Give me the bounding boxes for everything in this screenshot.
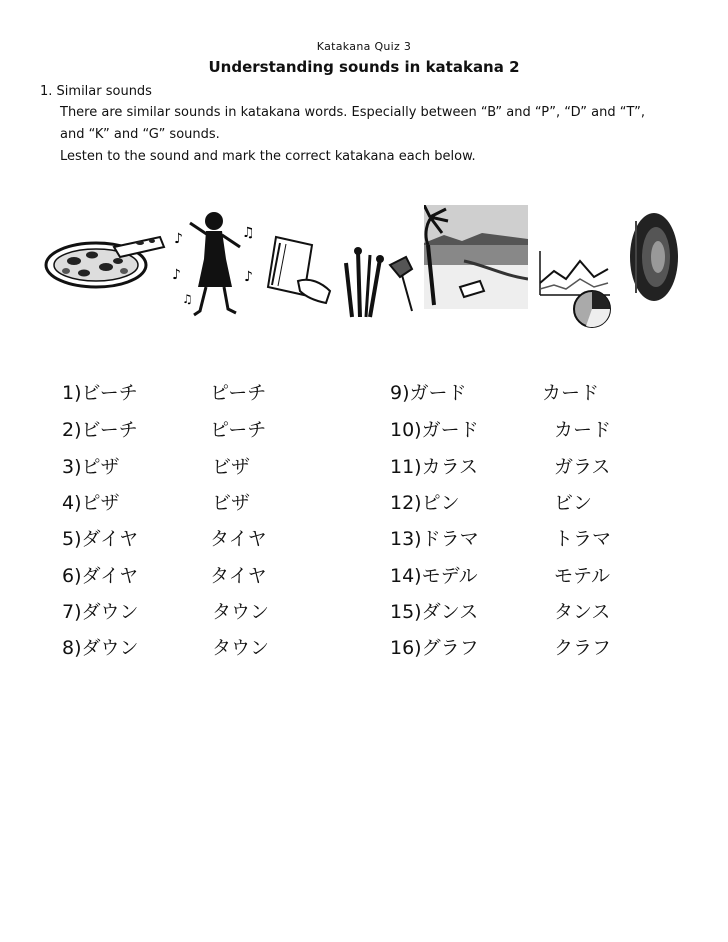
option-a[interactable]: ガード bbox=[409, 382, 467, 404]
option-a[interactable]: ダンス bbox=[421, 601, 479, 623]
option-a[interactable]: ダイヤ bbox=[81, 565, 139, 587]
question-item-option-b[interactable]: タウン bbox=[212, 601, 270, 623]
question-item-option-b[interactable]: タウン bbox=[212, 637, 270, 659]
svg-text:♪: ♪ bbox=[172, 267, 181, 283]
question-number: 14) bbox=[390, 565, 422, 587]
question-item bbox=[62, 561, 138, 588]
svg-text:♪: ♪ bbox=[174, 231, 183, 247]
question-item-option-b[interactable]: ビザ bbox=[212, 456, 251, 478]
question-item bbox=[62, 378, 138, 405]
question-number: 10) bbox=[390, 419, 422, 441]
svg-text:♫: ♫ bbox=[182, 292, 193, 306]
question-number: 1) bbox=[62, 382, 82, 404]
question-item bbox=[390, 597, 478, 624]
question-item bbox=[390, 415, 479, 442]
question-number: 7) bbox=[62, 601, 82, 623]
question-number: 6) bbox=[62, 565, 82, 587]
option-a[interactable]: モデル bbox=[421, 565, 478, 587]
question-item-option-b[interactable]: トラマ bbox=[554, 528, 612, 550]
option-a[interactable]: カラス bbox=[421, 456, 479, 478]
tire-icon bbox=[626, 209, 682, 305]
option-a[interactable]: ダウン bbox=[81, 601, 139, 623]
question-item-option-b[interactable]: カード bbox=[554, 419, 612, 441]
option-a[interactable]: ピザ bbox=[81, 492, 120, 514]
question-item bbox=[390, 452, 478, 479]
svg-text:♫: ♫ bbox=[242, 225, 255, 241]
instruction-line: There are similar sounds in katakana words. Especially between “B” and “P”, “D” and “T”, bbox=[60, 105, 645, 120]
question-item bbox=[390, 378, 467, 405]
option-a[interactable]: ビーチ bbox=[81, 382, 138, 404]
question-item-option-b[interactable]: カード bbox=[542, 382, 600, 404]
card-icon bbox=[266, 231, 336, 305]
option-a[interactable]: ドラマ bbox=[421, 528, 479, 550]
question-item-option-b[interactable]: ピーチ bbox=[210, 419, 267, 441]
question-item-option-b[interactable]: ビン bbox=[554, 492, 593, 514]
question-item bbox=[62, 452, 120, 479]
option-a[interactable]: ピザ bbox=[81, 456, 120, 478]
section-heading: 1. Similar sounds bbox=[40, 84, 152, 99]
question-item bbox=[62, 597, 139, 624]
question-number: 11) bbox=[390, 456, 422, 478]
picture-strip bbox=[0, 195, 728, 325]
question-number: 15) bbox=[390, 601, 422, 623]
question-item-option-b[interactable]: クラフ bbox=[554, 637, 612, 659]
page-title: Understanding sounds in katakana 2 bbox=[208, 58, 520, 76]
option-a[interactable]: ビーチ bbox=[81, 419, 138, 441]
option-a[interactable]: ガード bbox=[421, 419, 479, 441]
beach-icon bbox=[424, 205, 528, 309]
question-item-option-b[interactable]: タイヤ bbox=[210, 565, 267, 587]
question-item bbox=[62, 415, 138, 442]
question-number: 2) bbox=[62, 419, 82, 441]
question-number: 12) bbox=[390, 492, 422, 514]
question-item bbox=[62, 524, 138, 551]
instruction-line: and “K” and “G” sounds. bbox=[60, 127, 220, 142]
question-item-option-b[interactable]: モテル bbox=[554, 565, 611, 587]
option-a[interactable]: ピン bbox=[421, 492, 460, 514]
question-item-option-b[interactable]: タイヤ bbox=[210, 528, 267, 550]
question-number: 3) bbox=[62, 456, 82, 478]
question-item bbox=[62, 633, 139, 660]
quiz-kicker: Katakana Quiz 3 bbox=[316, 40, 412, 53]
question-number: 13) bbox=[390, 528, 422, 550]
option-a[interactable]: グラフ bbox=[421, 637, 479, 659]
question-item-option-b[interactable]: ビザ bbox=[212, 492, 251, 514]
question-item-option-b[interactable]: タンス bbox=[554, 601, 611, 623]
option-a[interactable]: ダイヤ bbox=[81, 528, 139, 550]
question-item-option-b[interactable]: ピーチ bbox=[210, 382, 267, 404]
question-item bbox=[390, 524, 479, 551]
question-number: 4) bbox=[62, 492, 82, 514]
question-number: 8) bbox=[62, 637, 82, 659]
instruction-line: Lesten to the sound and mark the correct katakana each below. bbox=[60, 149, 476, 164]
svg-text:♪: ♪ bbox=[244, 269, 253, 285]
pizza-icon bbox=[44, 233, 168, 293]
option-a[interactable]: ダウン bbox=[81, 637, 139, 659]
question-number: 9) bbox=[390, 382, 410, 404]
question-item-option-b[interactable]: ガラス bbox=[554, 456, 611, 478]
question-number: 16) bbox=[390, 637, 422, 659]
dancing-woman-icon bbox=[170, 207, 262, 319]
graph-icon bbox=[536, 249, 614, 331]
question-item bbox=[62, 488, 120, 515]
pins-icon bbox=[340, 243, 420, 319]
question-item bbox=[390, 488, 460, 515]
question-item bbox=[390, 561, 478, 588]
question-item bbox=[390, 633, 479, 660]
question-number: 5) bbox=[62, 528, 82, 550]
